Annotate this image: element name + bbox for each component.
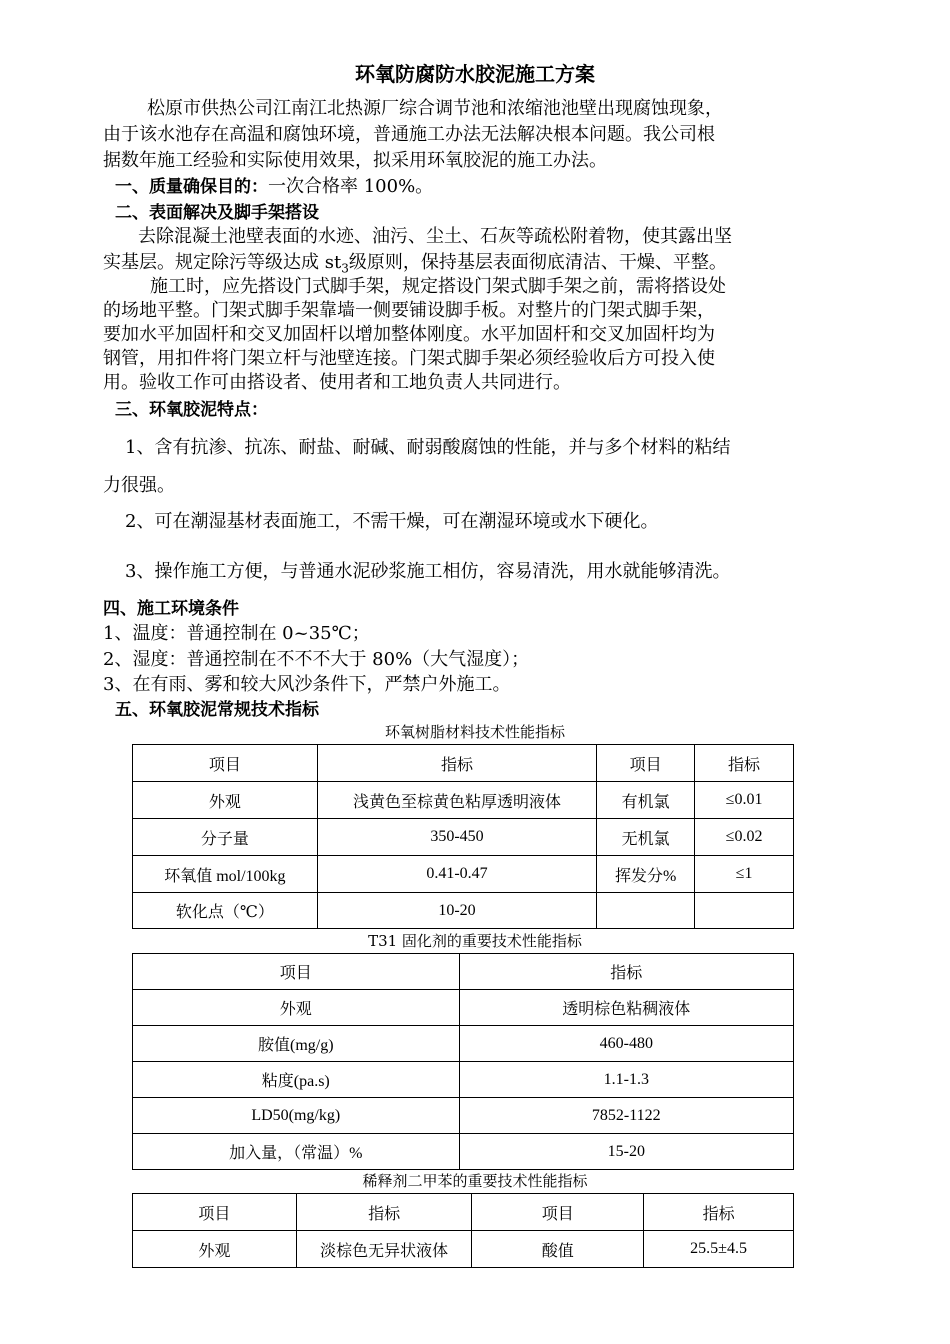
table-row: 外观 浅黄色至棕黄色粘厚透明液体 有机氯 ≤0.01 <box>133 782 794 819</box>
condition-3: 3、在有雨、雾和较大风沙条件下，严禁户外施工。 <box>103 674 511 695</box>
table-row: 分子量 350-450 无机氯 ≤0.02 <box>133 819 794 856</box>
table-row: 软化点（℃） 10-20 <box>133 893 794 929</box>
section-1-heading: 一、质量确保目的： <box>115 177 268 197</box>
section-4-heading: 四、施工环境条件 <box>103 599 239 619</box>
feature-1-line-1: 1、含有抗渗、抗冻、耐盐、耐碱、耐弱酸腐蚀的性能，并与多个材料的粘结 <box>125 437 731 458</box>
feature-2: 2、可在潮湿基材表面施工，不需干燥，可在潮湿环境或水下硬化。 <box>125 511 659 532</box>
feature-1-line-2: 力很强。 <box>103 475 175 496</box>
table-row: 项目 指标 <box>133 954 794 990</box>
table-1-caption: 环氧树脂材料技术性能指标 <box>384 723 565 741</box>
section-2-para2-line-5: 用。验收工作可由搭设者、使用者和工地负责人共同进行。 <box>103 372 571 393</box>
xylene-diluent-spec-table <box>132 1193 794 1268</box>
table-row: 胺值(mg/g) 460-480 <box>133 1026 794 1062</box>
feature-3: 3、操作施工方便，与普通水泥砂浆施工相仿，容易清洗，用水就能够清洗。 <box>125 561 731 582</box>
section-2-para1-line-2: 实基层。规定除污等级达成 $st_3$级原则，保持基层表面彻底清洁、干燥、平整。 <box>103 252 727 276</box>
section-2-heading: 二、表面解决及脚手架搭设 <box>115 203 319 223</box>
section-2-para2-line-3: 要加水平加固杆和交叉加固杆以增加整体刚度。水平加固杆和交叉加固杆均为 <box>103 324 715 345</box>
section-1 <box>115 174 895 200</box>
table-row: 加入量，（常温）% 15-20 <box>133 1134 794 1170</box>
table-row: LD50(mg/kg) 7852-1122 <box>133 1098 794 1134</box>
section-2-para2-line-2: 的场地平整。门架式脚手架靠墙一侧要铺设脚手板。对整片的门架式脚手架， <box>103 300 715 321</box>
section-5-heading: 五、环氧胶泥常规技术指标 <box>115 700 319 720</box>
table-3-caption: 稀释剂二甲苯的重要技术性能指标 <box>362 1172 588 1190</box>
intro-line-2: 由于该水池存在高温和腐蚀环境，普通施工办法无法解决根本问题。我公司根 <box>103 124 715 145</box>
section-2-para2-line-4: 钢管，用扣件将门架立杆与池壁连接。门架式脚手架必须经验收后方可投入使 <box>103 348 715 369</box>
t31-hardener-spec-table <box>132 953 794 1170</box>
section-3-heading: 三、环氧胶泥特点： <box>115 400 268 420</box>
condition-2: 2、湿度：普通控制在不不不大于 80%（大气湿度）； <box>103 649 530 670</box>
section-2-para2-line-1: 施工时，应先搭设门式脚手架，规定搭设门架式脚手架之前，需将搭设处 <box>150 276 726 297</box>
document-title: 环氧防腐防水胶泥施工方案 <box>355 62 595 86</box>
intro-line-3: 据数年施工经验和实际使用效果，拟采用环氧胶泥的施工办法。 <box>103 150 607 171</box>
section-1-text: 一次合格率 100%。 <box>268 176 434 197</box>
table-row: 项目 指标 项目 指标 <box>133 1194 794 1231</box>
epoxy-resin-spec-table <box>132 744 794 929</box>
intro-line-1: 松原市供热公司江南江北热源厂综合调节池和浓缩池池壁出现腐蚀现象， <box>147 98 723 119</box>
table-row: 环氧值 mol/100kg 0.41-0.47 挥发分% ≤1 <box>133 856 794 893</box>
table-row: 外观 淡棕色无异状液体 酸值 25.5±4.5 <box>133 1231 794 1268</box>
section-2-para1-line-1: 去除混凝土池壁表面的水迹、油污、尘土、石灰等疏松附着物，使其露出坚 <box>138 226 732 247</box>
table-row: 粘度(pa.s) 1.1-1.3 <box>133 1062 794 1098</box>
table-row: 外观 透明棕色粘稠液体 <box>133 990 794 1026</box>
table-row: 项目 指标 项目 指标 <box>133 745 794 782</box>
condition-1: 1、温度：普通控制在 0~35℃； <box>103 623 370 644</box>
table-2-caption: T31 固化剂的重要技术性能指标 <box>368 932 582 950</box>
